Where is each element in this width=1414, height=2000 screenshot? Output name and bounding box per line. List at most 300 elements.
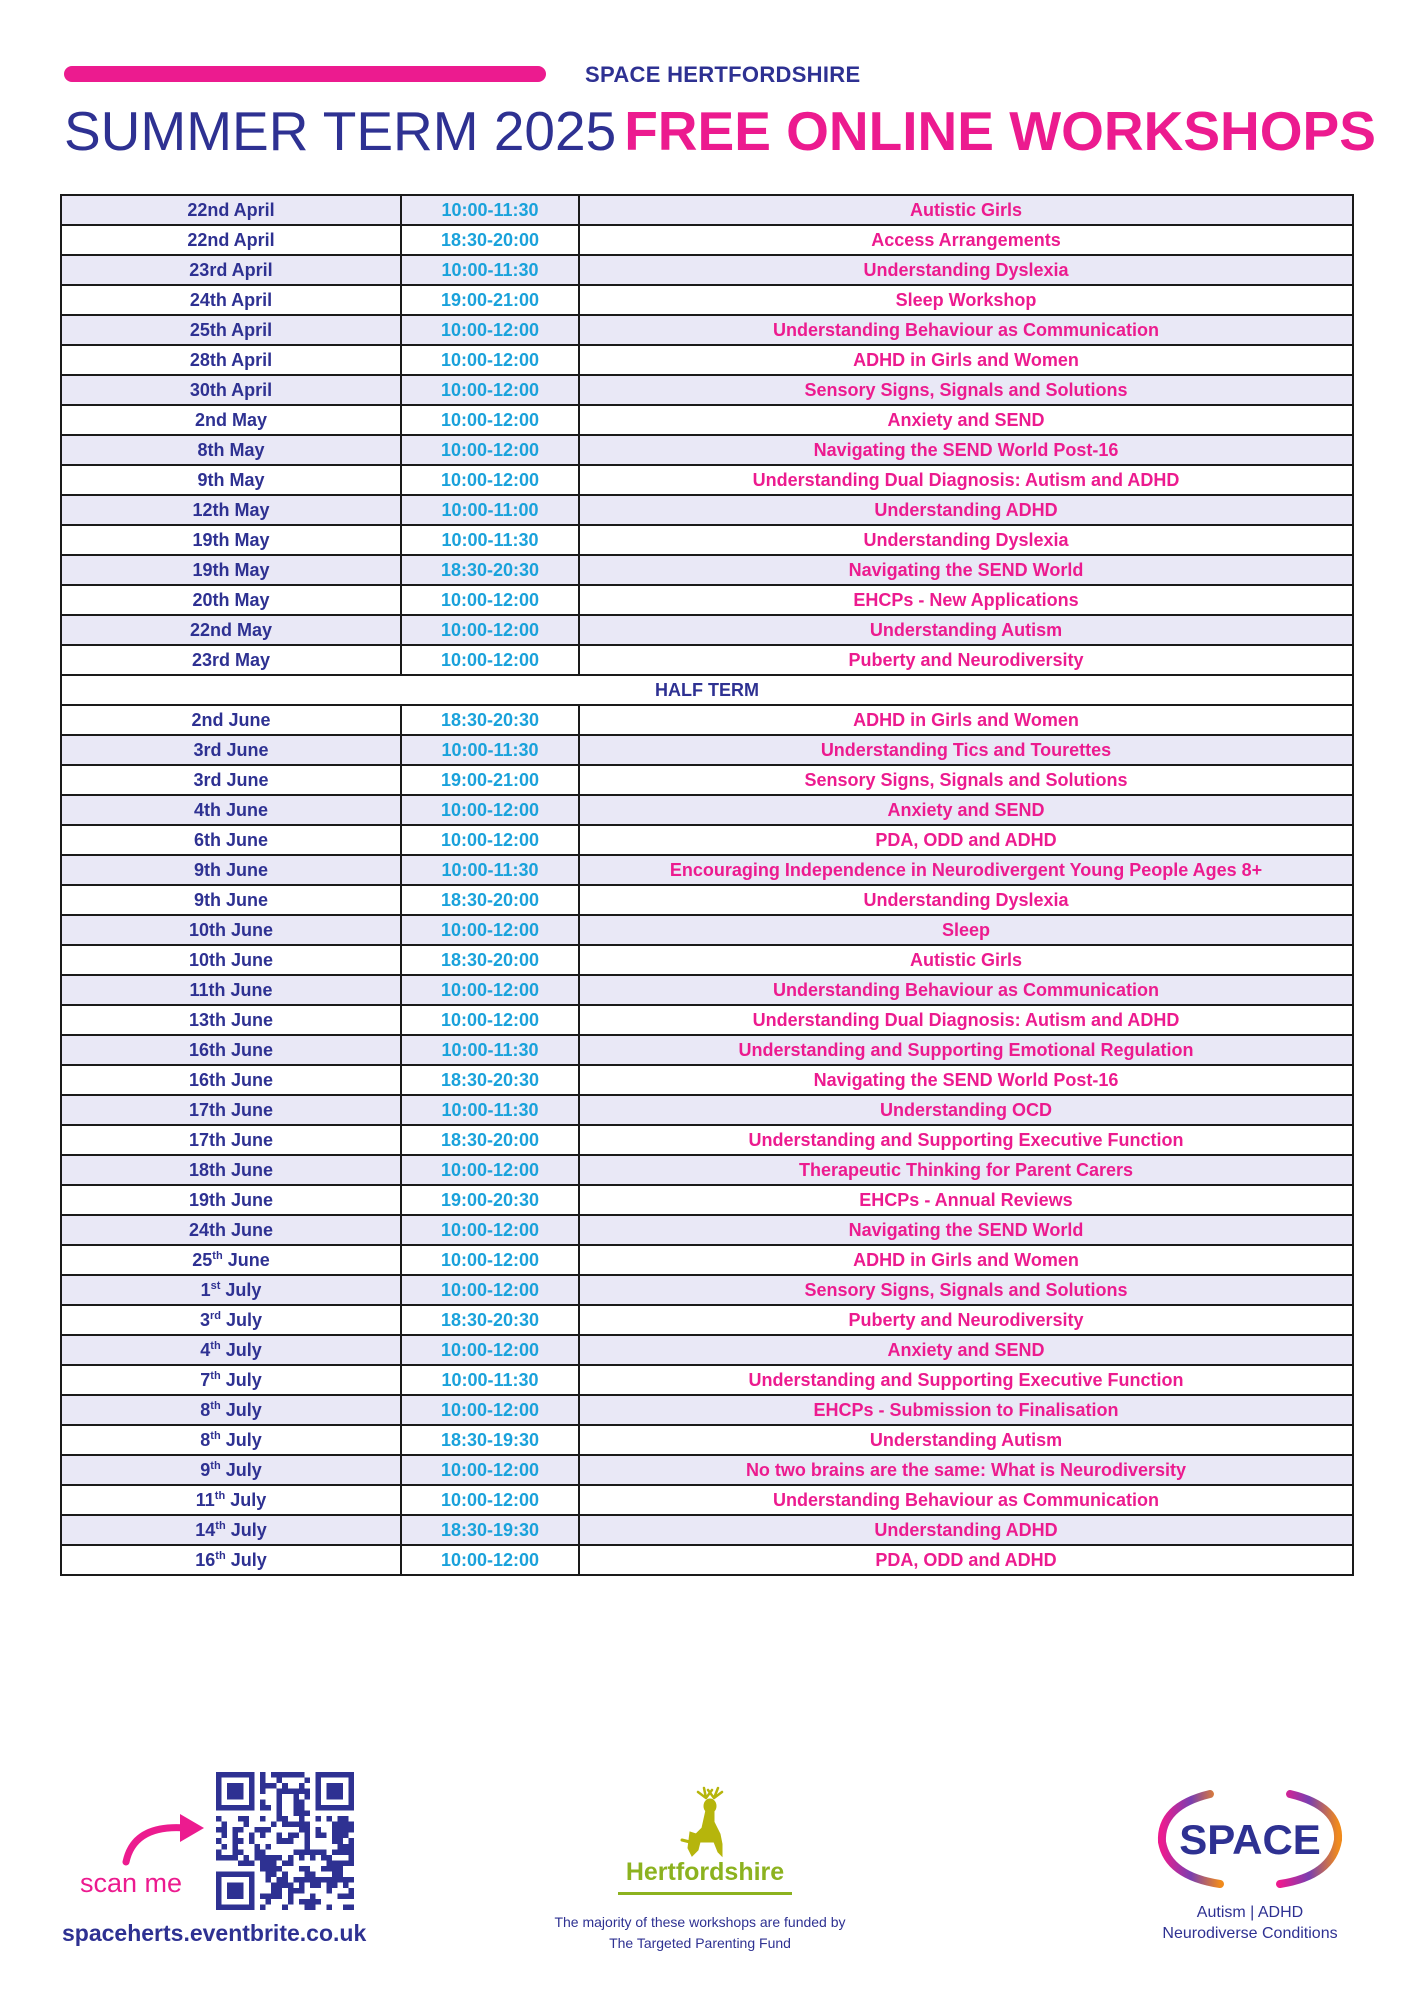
- workshop-row: [61, 885, 1353, 915]
- workshop-date: [61, 1305, 401, 1335]
- workshop-title[interactable]: Sensory Signs, Signals and Solutions: [579, 1275, 1353, 1305]
- date-month: April: [231, 290, 273, 310]
- funding-line-1: The majority of these workshops are funded by: [554, 1914, 846, 1930]
- date-month: May: [234, 560, 270, 580]
- date-day: 10th: [188, 920, 226, 940]
- workshop-time: 19:00-21:00: [401, 285, 579, 315]
- workshop-time: 18:30-20:30: [401, 1305, 579, 1335]
- workshop-row: [61, 435, 1353, 465]
- workshop-time: 10:00-11:30: [401, 195, 579, 225]
- workshop-title[interactable]: ADHD in Girls and Women: [579, 1245, 1353, 1275]
- workshop-schedule-table: [60, 194, 1354, 1576]
- workshop-title[interactable]: ADHD in Girls and Women: [579, 345, 1353, 375]
- date-month: April: [233, 230, 275, 250]
- date-day: 2nd: [191, 710, 224, 730]
- workshop-title[interactable]: Understanding Autism: [579, 1425, 1353, 1455]
- workshop-row: [61, 735, 1353, 765]
- workshop-date: [61, 1215, 401, 1245]
- date-day: 25th: [189, 320, 227, 340]
- date-month: May: [234, 500, 270, 520]
- workshop-row: [61, 405, 1353, 435]
- workshop-date: [61, 615, 401, 645]
- date-day: 22nd: [187, 200, 230, 220]
- date-month: June: [231, 1100, 274, 1120]
- date-month: May: [237, 620, 273, 640]
- date-day: 16th: [188, 1070, 226, 1090]
- workshop-time: 10:00-12:00: [401, 615, 579, 645]
- workshop-title[interactable]: Encouraging Independence in Neurodivergent Young People Ages 8+: [579, 855, 1353, 885]
- date-day: 8: [200, 1400, 211, 1420]
- workshop-time: 10:00-12:00: [401, 795, 579, 825]
- date-suffix: rd: [209, 1310, 221, 1322]
- workshop-title[interactable]: Navigating the SEND World Post-16: [579, 435, 1353, 465]
- date-suffix: th: [215, 1550, 226, 1562]
- workshop-row: [61, 1365, 1353, 1395]
- date-day: 30th: [189, 380, 227, 400]
- funding-line-2: The Targeted Parenting Fund: [609, 1935, 791, 1951]
- workshop-time: 10:00-12:00: [401, 345, 579, 375]
- date-month: July: [230, 1490, 267, 1510]
- header-accent-bar: [64, 66, 546, 82]
- workshop-row: [61, 1455, 1353, 1485]
- workshop-title[interactable]: Understanding ADHD: [579, 495, 1353, 525]
- title-term: SUMMER TERM 2025: [64, 100, 617, 162]
- workshop-row: [61, 495, 1353, 525]
- workshop-title[interactable]: Sensory Signs, Signals and Solutions: [579, 375, 1353, 405]
- date-day: 10th: [188, 950, 226, 970]
- date-month: June: [231, 920, 274, 940]
- date-month: June: [231, 1190, 274, 1210]
- workshop-date: [61, 405, 401, 435]
- date-month: July: [230, 1520, 267, 1540]
- workshop-date: [61, 1335, 401, 1365]
- workshop-time: 18:30-20:30: [401, 555, 579, 585]
- workshop-title[interactable]: EHCPs - Submission to Finalisation: [579, 1395, 1353, 1425]
- date-suffix: th: [214, 1490, 226, 1502]
- workshop-row: [61, 585, 1353, 615]
- workshop-time: 10:00-12:00: [401, 915, 579, 945]
- workshop-date: [61, 945, 401, 975]
- date-month: June: [231, 1130, 274, 1150]
- workshop-title[interactable]: Understanding ADHD: [579, 1515, 1353, 1545]
- half-term-label: HALF TERM: [61, 675, 1353, 705]
- workshop-date: [61, 1395, 401, 1425]
- date-day: 13th: [188, 1010, 226, 1030]
- workshop-time: 10:00-12:00: [401, 315, 579, 345]
- workshop-row: [61, 1275, 1353, 1305]
- date-month: July: [225, 1430, 262, 1450]
- workshop-time: 10:00-11:30: [401, 255, 579, 285]
- workshop-time: 10:00-12:00: [401, 1245, 579, 1275]
- workshop-row: [61, 1065, 1353, 1095]
- workshop-title[interactable]: Understanding OCD: [579, 1095, 1353, 1125]
- date-day: 4: [200, 1340, 211, 1360]
- workshop-row: [61, 975, 1353, 1005]
- date-day: 7: [200, 1370, 211, 1390]
- workshop-row: [61, 1185, 1353, 1215]
- workshop-title[interactable]: PDA, ODD and ADHD: [579, 825, 1353, 855]
- date-month: April: [231, 350, 273, 370]
- date-month: June: [228, 710, 271, 730]
- date-month: July: [225, 1460, 262, 1480]
- workshop-row: [61, 1545, 1353, 1575]
- workshop-date: [61, 975, 401, 1005]
- workshop-row: [61, 375, 1353, 405]
- workshop-row: [61, 855, 1353, 885]
- date-month: May: [232, 410, 268, 430]
- date-day: 12th: [192, 500, 230, 520]
- workshop-date: [61, 885, 401, 915]
- workshop-row: [61, 345, 1353, 375]
- workshop-time: 18:30-20:00: [401, 225, 579, 255]
- date-month: June: [231, 1040, 274, 1060]
- workshop-title[interactable]: ADHD in Girls and Women: [579, 705, 1353, 735]
- date-day: 3: [199, 1310, 210, 1330]
- workshop-row: [61, 525, 1353, 555]
- workshop-title[interactable]: Autistic Girls: [579, 195, 1353, 225]
- date-suffix: th: [210, 1430, 221, 1442]
- date-month: May: [235, 650, 271, 670]
- workshop-title[interactable]: Understanding Behaviour as Communication: [579, 975, 1353, 1005]
- workshop-row: [61, 1395, 1353, 1425]
- date-suffix: th: [210, 1400, 221, 1412]
- space-logo-text: SPACE: [1179, 1816, 1321, 1863]
- workshop-date: [61, 1545, 401, 1575]
- workshop-row: [61, 315, 1353, 345]
- workshop-time: 10:00-12:00: [401, 1215, 579, 1245]
- workshop-date: [61, 1485, 401, 1515]
- workshop-title[interactable]: Puberty and Neurodiversity: [579, 645, 1353, 675]
- date-month: May: [229, 470, 265, 490]
- workshop-time: 10:00-12:00: [401, 375, 579, 405]
- date-day: 18th: [188, 1160, 226, 1180]
- workshop-date: [61, 705, 401, 735]
- date-month: May: [234, 530, 270, 550]
- date-month: July: [225, 1340, 262, 1360]
- workshop-row: [61, 1215, 1353, 1245]
- workshop-title[interactable]: Understanding Behaviour as Communication: [579, 315, 1353, 345]
- workshop-title[interactable]: Understanding Dyslexia: [579, 255, 1353, 285]
- workshop-title[interactable]: Understanding Dual Diagnosis: Autism and ADHD: [579, 1005, 1353, 1035]
- date-day: 11th: [189, 980, 226, 1000]
- workshop-date: [61, 585, 401, 615]
- workshop-date: [61, 315, 401, 345]
- workshop-date: [61, 645, 401, 675]
- date-day: 1: [200, 1280, 211, 1300]
- workshop-time: 18:30-19:30: [401, 1515, 579, 1545]
- workshop-date: [61, 1365, 401, 1395]
- workshop-title[interactable]: Autistic Girls: [579, 945, 1353, 975]
- workshop-time: 10:00-11:00: [401, 495, 579, 525]
- date-month: May: [234, 590, 270, 610]
- workshop-date: [61, 525, 401, 555]
- date-day: 23rd: [191, 650, 230, 670]
- date-day: 2nd: [194, 410, 227, 430]
- date-month: June: [226, 830, 269, 850]
- date-month: June: [231, 1070, 274, 1090]
- workshop-time: 18:30-20:00: [401, 1125, 579, 1155]
- date-month: April: [231, 320, 273, 340]
- date-suffix: th: [215, 1520, 226, 1532]
- workshop-title[interactable]: No two brains are the same: What is Neurodiversity: [579, 1455, 1353, 1485]
- qr-code-icon[interactable]: [216, 1772, 354, 1910]
- workshop-time: 18:30-20:30: [401, 1065, 579, 1095]
- date-day: 4th: [193, 800, 221, 820]
- workshop-title[interactable]: Sensory Signs, Signals and Solutions: [579, 765, 1353, 795]
- date-day: 14: [195, 1520, 216, 1540]
- workshop-title[interactable]: Navigating the SEND World Post-16: [579, 1065, 1353, 1095]
- date-day: 9th: [197, 470, 225, 490]
- workshop-date: [61, 225, 401, 255]
- workshop-title[interactable]: EHCPs - Annual Reviews: [579, 1185, 1353, 1215]
- workshop-row: [61, 765, 1353, 795]
- workshop-title[interactable]: Anxiety and SEND: [579, 1335, 1353, 1365]
- date-day: 19th: [188, 1190, 226, 1210]
- workshop-date: [61, 1455, 401, 1485]
- workshop-title[interactable]: Understanding Tics and Tourettes: [579, 735, 1353, 765]
- organisation-name: SPACE HERTFORDSHIRE: [585, 62, 861, 87]
- workshop-row: [61, 1125, 1353, 1155]
- workshop-date: [61, 195, 401, 225]
- workshop-title[interactable]: Understanding Dual Diagnosis: Autism and ADHD: [579, 465, 1353, 495]
- workshop-date: [61, 1095, 401, 1125]
- workshop-time: 10:00-12:00: [401, 1155, 579, 1185]
- date-day: 3rd: [193, 740, 222, 760]
- funding-note: [520, 1912, 880, 1954]
- workshop-title[interactable]: Understanding Dyslexia: [579, 885, 1353, 915]
- date-day: 3rd: [193, 770, 222, 790]
- workshop-time: 10:00-12:00: [401, 465, 579, 495]
- date-day: 11: [195, 1490, 215, 1510]
- workshop-time: 10:00-11:30: [401, 1095, 579, 1125]
- workshop-row: [61, 285, 1353, 315]
- date-suffix: th: [210, 1370, 221, 1382]
- date-day: 8: [200, 1430, 211, 1450]
- curved-arrow-icon: [120, 1808, 210, 1868]
- workshop-time: 10:00-12:00: [401, 645, 579, 675]
- workshop-row: [61, 1005, 1353, 1035]
- space-tagline-1: Autism | ADHD: [1196, 1904, 1304, 1921]
- scan-me-label: scan me: [80, 1868, 183, 1898]
- workshop-date: [61, 495, 401, 525]
- date-month: June: [226, 740, 269, 760]
- workshop-time: 10:00-11:30: [401, 1035, 579, 1065]
- workshop-title[interactable]: Anxiety and SEND: [579, 405, 1353, 435]
- workshop-time: 10:00-12:00: [401, 1485, 579, 1515]
- date-day: 23rd: [189, 260, 228, 280]
- date-month: April: [231, 380, 273, 400]
- workshop-title[interactable]: Understanding Behaviour as Communication: [579, 1485, 1353, 1515]
- workshop-time: 18:30-20:30: [401, 705, 579, 735]
- date-month: June: [226, 800, 269, 820]
- workshop-row: [61, 1155, 1353, 1185]
- workshop-time: 10:00-12:00: [401, 585, 579, 615]
- date-month: July: [226, 1310, 263, 1330]
- workshop-title[interactable]: Sleep: [579, 915, 1353, 945]
- date-day: 16th: [188, 1040, 226, 1060]
- workshop-time: 18:30-19:30: [401, 1425, 579, 1455]
- date-month: June: [227, 1250, 270, 1270]
- date-day: 24th: [189, 290, 227, 310]
- workshop-time: 10:00-12:00: [401, 1455, 579, 1485]
- date-month: June: [230, 980, 273, 1000]
- date-month: April: [233, 200, 275, 220]
- workshop-date: [61, 1275, 401, 1305]
- workshop-date: [61, 1005, 401, 1035]
- workshop-row: [61, 555, 1353, 585]
- hertfordshire-logo-underline: [618, 1892, 792, 1895]
- date-day: 16: [195, 1550, 216, 1570]
- date-month: June: [226, 860, 269, 880]
- date-day: 9th: [193, 890, 221, 910]
- date-day: 28th: [189, 350, 227, 370]
- page-title: [64, 100, 1376, 162]
- eventbrite-link[interactable]: spaceherts.eventbrite.co.uk: [62, 1920, 367, 1946]
- hertfordshire-logo-text: Hertfordshire: [625, 1858, 785, 1886]
- date-month: June: [231, 1010, 274, 1030]
- workshop-row: [61, 195, 1353, 225]
- workshop-title[interactable]: Access Arrangements: [579, 225, 1353, 255]
- workshop-date: [61, 1125, 401, 1155]
- workshop-row: [61, 1095, 1353, 1125]
- workshop-time: 19:00-20:30: [401, 1185, 579, 1215]
- workshop-row: [61, 825, 1353, 855]
- workshop-row: [61, 1035, 1353, 1065]
- date-day: 22nd: [189, 620, 232, 640]
- workshop-date: [61, 1515, 401, 1545]
- date-suffix: th: [210, 1460, 221, 1472]
- workshop-row: [61, 1425, 1353, 1455]
- date-day: 19th: [192, 530, 230, 550]
- workshop-row: [61, 645, 1353, 675]
- workshop-date: [61, 855, 401, 885]
- title-workshops: FREE ONLINE WORKSHOPS: [624, 100, 1376, 162]
- workshop-date: [61, 765, 401, 795]
- workshop-time: 10:00-12:00: [401, 975, 579, 1005]
- workshop-time: 18:30-20:00: [401, 945, 579, 975]
- workshop-time: 10:00-12:00: [401, 1335, 579, 1365]
- workshop-time: 10:00-12:00: [401, 1395, 579, 1425]
- workshop-time: 10:00-11:30: [401, 525, 579, 555]
- date-month: June: [231, 950, 274, 970]
- date-day: 17th: [188, 1130, 226, 1150]
- workshop-row: [61, 1335, 1353, 1365]
- workshop-time: 10:00-12:00: [401, 435, 579, 465]
- workshop-date: [61, 255, 401, 285]
- workshop-row: [61, 1305, 1353, 1335]
- workshop-row: [61, 255, 1353, 285]
- workshop-title[interactable]: Puberty and Neurodiversity: [579, 1305, 1353, 1335]
- workshop-time: 10:00-12:00: [401, 405, 579, 435]
- workshop-date: [61, 1155, 401, 1185]
- workshop-title[interactable]: EHCPs - New Applications: [579, 585, 1353, 615]
- workshop-date: [61, 1035, 401, 1065]
- workshop-title[interactable]: Navigating the SEND World: [579, 555, 1353, 585]
- workshop-time: 10:00-12:00: [401, 1005, 579, 1035]
- workshop-time: 19:00-21:00: [401, 765, 579, 795]
- date-suffix: th: [210, 1340, 221, 1352]
- workshop-date: [61, 435, 401, 465]
- workshop-title[interactable]: Navigating the SEND World: [579, 1215, 1353, 1245]
- date-suffix: st: [210, 1280, 221, 1292]
- workshop-title[interactable]: Understanding and Supporting Emotional Regulation: [579, 1035, 1353, 1065]
- space-tagline-2: Neurodiverse Conditions: [1162, 1925, 1338, 1942]
- date-month: June: [231, 1220, 274, 1240]
- workshop-date: [61, 825, 401, 855]
- workshop-date: [61, 795, 401, 825]
- date-month: June: [226, 770, 269, 790]
- workshop-title[interactable]: Anxiety and SEND: [579, 795, 1353, 825]
- date-day: 6th: [193, 830, 221, 850]
- workshop-row: [61, 1485, 1353, 1515]
- half-term-divider: [61, 675, 1353, 705]
- workshop-date: [61, 285, 401, 315]
- date-day: 8th: [197, 440, 225, 460]
- workshop-date: [61, 735, 401, 765]
- workshop-row: [61, 1515, 1353, 1545]
- date-day: 20th: [192, 590, 230, 610]
- workshop-time: 10:00-12:00: [401, 1545, 579, 1575]
- date-month: July: [225, 1280, 262, 1300]
- workshop-row: [61, 225, 1353, 255]
- date-month: July: [225, 1400, 262, 1420]
- workshop-row: [61, 795, 1353, 825]
- space-logo: [1150, 1784, 1350, 1896]
- workshop-time: 10:00-12:00: [401, 1275, 579, 1305]
- workshop-time: 10:00-11:30: [401, 855, 579, 885]
- workshop-date: [61, 915, 401, 945]
- workshop-date: [61, 465, 401, 495]
- workshop-title[interactable]: Understanding Autism: [579, 615, 1353, 645]
- workshop-title[interactable]: PDA, ODD and ADHD: [579, 1545, 1353, 1575]
- workshop-row: [61, 615, 1353, 645]
- workshop-date: [61, 1065, 401, 1095]
- date-month: June: [231, 1160, 274, 1180]
- workshop-date: [61, 555, 401, 585]
- date-day: 24th: [188, 1220, 226, 1240]
- workshop-row: [61, 915, 1353, 945]
- workshop-date: [61, 1185, 401, 1215]
- workshop-row: [61, 1245, 1353, 1275]
- workshop-row: [61, 465, 1353, 495]
- date-month: June: [226, 890, 269, 910]
- workshop-title[interactable]: Understanding and Supporting Executive Function: [579, 1365, 1353, 1395]
- workshop-time: 10:00-11:30: [401, 1365, 579, 1395]
- workshop-title[interactable]: Sleep Workshop: [579, 285, 1353, 315]
- space-tagline: [1140, 1902, 1360, 1944]
- date-day: 25: [192, 1250, 213, 1270]
- workshop-title[interactable]: Understanding Dyslexia: [579, 525, 1353, 555]
- date-day: 17th: [188, 1100, 226, 1120]
- workshop-date: [61, 1425, 401, 1455]
- workshop-title[interactable]: Therapeutic Thinking for Parent Carers: [579, 1155, 1353, 1185]
- workshop-date: [61, 1245, 401, 1275]
- date-month: July: [225, 1370, 262, 1390]
- workshop-time: 10:00-11:30: [401, 735, 579, 765]
- workshop-date: [61, 345, 401, 375]
- date-day: 19th: [192, 560, 230, 580]
- date-month: April: [231, 260, 273, 280]
- date-day: 22nd: [187, 230, 230, 250]
- workshop-title[interactable]: Understanding and Supporting Executive Function: [579, 1125, 1353, 1155]
- workshop-date: [61, 375, 401, 405]
- workshop-row: [61, 945, 1353, 975]
- date-day: 9: [200, 1460, 211, 1480]
- date-month: July: [230, 1550, 267, 1570]
- workshop-time: 18:30-20:00: [401, 885, 579, 915]
- date-day: 9th: [193, 860, 221, 880]
- date-suffix: th: [212, 1250, 223, 1262]
